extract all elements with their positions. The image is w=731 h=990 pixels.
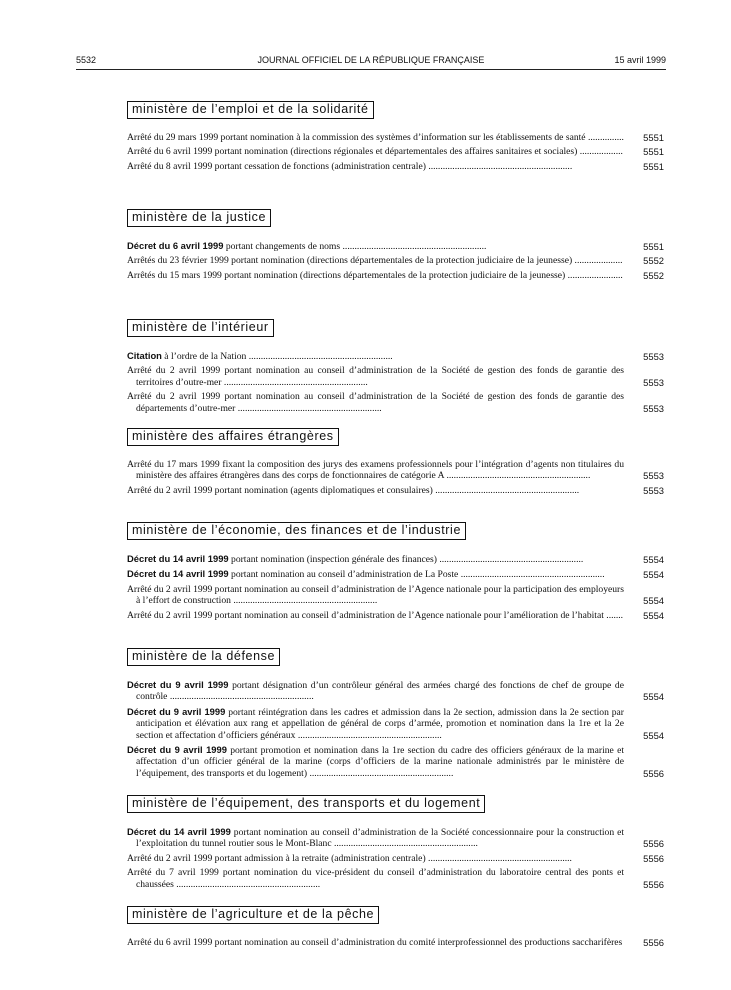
- dot-leader: ............................................................: [458, 569, 605, 581]
- entry-text: [127, 706, 624, 741]
- dot-leader: ............................................................: [167, 691, 314, 703]
- entry-page-number: 5554: [643, 569, 664, 581]
- ministry-section: [127, 522, 664, 624]
- entry-text: [127, 240, 624, 252]
- entry-text: [127, 161, 624, 172]
- entry-page-number: 5553: [643, 484, 664, 496]
- toc-entry[interactable]: [127, 255, 664, 267]
- entry-page-number: 5556: [643, 852, 664, 864]
- journal-title: JOURNAL OFFICIEL DE LA RÉPUBLIQUE FRANÇAISE: [257, 55, 485, 65]
- entry-body: Arrêté du 2 avril 1999 portant nomination au conseil d’administration de l’Agence nationale pour la participation des employeurs à l’effort de construction: [127, 583, 624, 607]
- entry-page-number: 5554: [643, 554, 664, 565]
- entry-body: portant promotion et nomination dans la 1re section du cadre des officiers généraux de la marine et affectation d’un officier général de la marine (corps d’officiers de la marine nationale administrés par le ministère de l’équipement, des transports et du logement): [136, 745, 624, 779]
- entry-text: [127, 610, 624, 621]
- toc-entry[interactable]: [127, 852, 664, 864]
- toc-entry[interactable]: [127, 160, 664, 172]
- toc-entry[interactable]: [127, 744, 664, 779]
- entry-body: Arrêté du 2 avril 1999 portant nomination au conseil d’administration de l’Agence nationale pour l’amélioration de l’habitat: [127, 609, 604, 621]
- dot-leader: ............................................................: [436, 554, 584, 565]
- entry-page-number: 5551: [643, 132, 664, 143]
- entry-body: Arrêté du 2 avril 1999 portant nomination (agents diplomatiques et consulaires): [127, 484, 433, 496]
- entry-label: Décret du 9 avril 1999: [127, 744, 227, 756]
- toc-entry[interactable]: [127, 350, 664, 362]
- dot-leader: ............................................................: [331, 838, 478, 850]
- entry-body: portant nomination (inspection générale des finances): [228, 554, 437, 565]
- entry-body: Arrêté du 2 avril 1999 portant admission à la retraite (administration centrale): [127, 852, 426, 864]
- dot-leader: ............................................................: [295, 729, 442, 741]
- entry-label: Décret du 14 avril 1999: [127, 553, 229, 564]
- dot-leader: ............................................................: [246, 351, 393, 362]
- ministry-section: [127, 795, 664, 893]
- ministry-title: ministère de la justice: [127, 209, 271, 227]
- entry-body: Arrêté du 7 avril 1999 portant nomination du vice-président du conseil d’administration du laboratoire central des ponts et chaussées: [127, 867, 624, 890]
- dot-leader: ..................: [577, 146, 623, 158]
- entry-page-number: 5553: [643, 402, 664, 414]
- entry-body: Arrêté du 8 avril 1999 portant cessation de fonctions (administration centrale): [127, 160, 426, 172]
- entry-body: Arrêté du 29 mars 1999 portant nomination à la commission des systèmes d’information sur les établissements de santé: [127, 132, 586, 143]
- entry-page-number: 5553: [643, 376, 664, 388]
- entry-text: [127, 270, 624, 281]
- entry-body: Arrêté du 2 avril 1999 portant nomination au conseil d’administration de la Société de gestion des fonds de garantie des territoires d’outre-mer: [127, 365, 624, 388]
- toc-entry[interactable]: [127, 553, 664, 565]
- toc-entry[interactable]: [127, 365, 664, 388]
- entry-text: [127, 744, 624, 779]
- entry-page-number: 5551: [643, 160, 664, 172]
- dot-leader: ............................................................: [432, 484, 580, 496]
- entry-label: Décret du 14 avril 1999: [127, 568, 229, 580]
- issue-date: 15 avril 1999: [614, 55, 666, 65]
- entry-text: [127, 584, 624, 607]
- ministry-title: ministère de l’emploi et de la solidarité: [127, 101, 374, 119]
- entry-body: Arrêté du 6 avril 1999 portant nomination au conseil d’administration du comité interprofessionnel des productions saccharifères: [127, 937, 623, 948]
- toc-entry[interactable]: [127, 705, 664, 741]
- ministry-title: ministère de l’intérieur: [127, 319, 274, 337]
- entry-body: à l’ordre de la Nation: [161, 351, 247, 362]
- toc-entry[interactable]: [127, 937, 664, 948]
- entry-body: portant changements de noms: [223, 241, 341, 252]
- dot-leader: ............................................................: [340, 241, 487, 252]
- entry-page-number: 5552: [643, 255, 664, 267]
- entry-text: [127, 365, 624, 388]
- ministry-section: [127, 209, 664, 284]
- entry-label: Décret du 9 avril 1999: [127, 705, 226, 717]
- entry-label: Décret du 14 avril 1999: [127, 826, 231, 837]
- entry-page-number: 5556: [643, 878, 664, 890]
- entry-page-number: 5552: [643, 269, 664, 281]
- entry-body: portant réintégration dans les cadres et admission dans la 2e section, admission dans la 2e section par anticipation et élévation aux rang et appellation de général de corps d’armée, promotion et nomination dans la 1re et la 2e section et affectation d’officiers généraux: [136, 706, 624, 741]
- toc-entry[interactable]: [127, 826, 664, 850]
- entry-text: [127, 937, 624, 948]
- dot-leader: ............................................................: [173, 878, 321, 890]
- entry-body: portant nomination au conseil d’administration de La Poste: [228, 569, 459, 581]
- entry-label: Décret du 9 avril 1999: [127, 679, 229, 690]
- entry-page-number: 5556: [643, 838, 664, 850]
- entry-text: [127, 826, 624, 850]
- entry-body: portant désignation d’un contrôleur général des armées chargé des fonctions de chef de groupe de contrôle: [136, 680, 624, 703]
- toc-entry[interactable]: [127, 132, 664, 143]
- entry-page-number: 5556: [643, 937, 664, 948]
- dot-leader: ............................................................: [235, 402, 382, 414]
- dot-leader: ............................................................: [425, 852, 572, 864]
- entry-text: [127, 485, 624, 496]
- dot-leader: ....................: [572, 255, 623, 267]
- entry-text: [127, 350, 624, 362]
- dot-leader: ............................................................: [425, 160, 573, 172]
- ministry-title: ministère de la défense: [127, 648, 280, 666]
- entry-label: Décret du 6 avril 1999: [127, 240, 224, 251]
- ministry-title: ministère de l’agriculture et de la pêche: [127, 906, 379, 924]
- entry-page-number: 5556: [643, 767, 664, 779]
- entry-text: [127, 459, 624, 482]
- entry-page-number: 5551: [643, 146, 664, 158]
- ministry-title: ministère de l’économie, des finances et de l’industrie: [127, 522, 466, 540]
- ministry-title: ministère de l’équipement, des transports et du logement: [127, 795, 485, 813]
- dot-leader: ............................................................: [221, 376, 368, 388]
- ministry-section: [127, 648, 664, 782]
- dot-leader: ............................................................: [307, 767, 454, 779]
- toc-entry[interactable]: [127, 269, 664, 281]
- entry-page-number: 5553: [643, 351, 664, 362]
- header-rule: [76, 69, 666, 70]
- entry-text: [127, 255, 624, 266]
- dot-leader: ...............: [585, 132, 624, 143]
- entry-page-number: 5554: [643, 609, 664, 621]
- entry-text: [127, 568, 624, 580]
- entry-text: [127, 391, 624, 414]
- dot-leader: ............................................................: [444, 470, 591, 482]
- entry-text: [127, 853, 624, 864]
- ministry-section: [127, 906, 664, 951]
- toc-entry[interactable]: [127, 146, 664, 158]
- entry-text: [127, 132, 624, 143]
- toc-entry[interactable]: [127, 391, 664, 414]
- entry-label: Citation: [127, 350, 162, 361]
- toc-entry[interactable]: [127, 609, 664, 621]
- entry-body: Arrêté du 6 avril 1999 portant nomination (directions régionales et départementales des affaires sanitaires et sociales): [127, 146, 578, 158]
- entry-body: Arrêté du 2 avril 1999 portant nomination au conseil d’administration de la Société de gestion des fonds de garantie des départements d’outre-mer: [127, 391, 624, 414]
- toc-entry[interactable]: [127, 867, 664, 890]
- entry-text: [127, 867, 624, 890]
- toc-entry[interactable]: [127, 583, 664, 607]
- toc-entry[interactable]: [127, 240, 664, 252]
- toc-entry[interactable]: [127, 679, 664, 703]
- dot-leader: .......................: [565, 269, 623, 281]
- ministry-title: ministère des affaires étrangères: [127, 428, 339, 446]
- entry-page-number: 5551: [643, 241, 664, 252]
- toc-entry[interactable]: [127, 459, 664, 482]
- entry-body: portant nomination au conseil d’administration de la Société concessionnaire pour la construction et l’exploitation du tunnel routier sous le Mont-Blanc: [136, 827, 625, 850]
- toc-entry[interactable]: [127, 484, 664, 496]
- page-header: [76, 55, 666, 69]
- entry-page-number: 5554: [643, 595, 664, 607]
- ministry-section: [127, 428, 664, 499]
- dot-leader: .......: [603, 609, 624, 621]
- ministry-section: [127, 319, 664, 417]
- entry-text: [127, 553, 624, 565]
- entry-page-number: 5553: [643, 470, 664, 482]
- dot-leader: ............................................................: [230, 595, 378, 607]
- entry-body: Arrêtés du 23 février 1999 portant nomination (directions départementales de la protection judiciaire de la jeunesse): [127, 255, 573, 267]
- entry-page-number: 5554: [643, 729, 664, 741]
- toc-entry[interactable]: [127, 568, 664, 581]
- entry-page-number: 5554: [643, 691, 664, 703]
- entry-body: Arrêté du 17 mars 1999 fixant la composition des jurys des examens professionnels pour l’intégration d’agents non titulaires du ministère des affaires étrangères dans des corps de fonctionnaires de catégorie A: [127, 459, 624, 482]
- entry-body: Arrêtés du 15 mars 1999 portant nomination (directions départementales de la protection judiciaire de la jeunesse): [127, 269, 566, 281]
- page-number: 5532: [76, 55, 97, 65]
- entry-text: [127, 146, 624, 157]
- entry-text: [127, 679, 624, 703]
- ministry-section: [127, 101, 664, 175]
